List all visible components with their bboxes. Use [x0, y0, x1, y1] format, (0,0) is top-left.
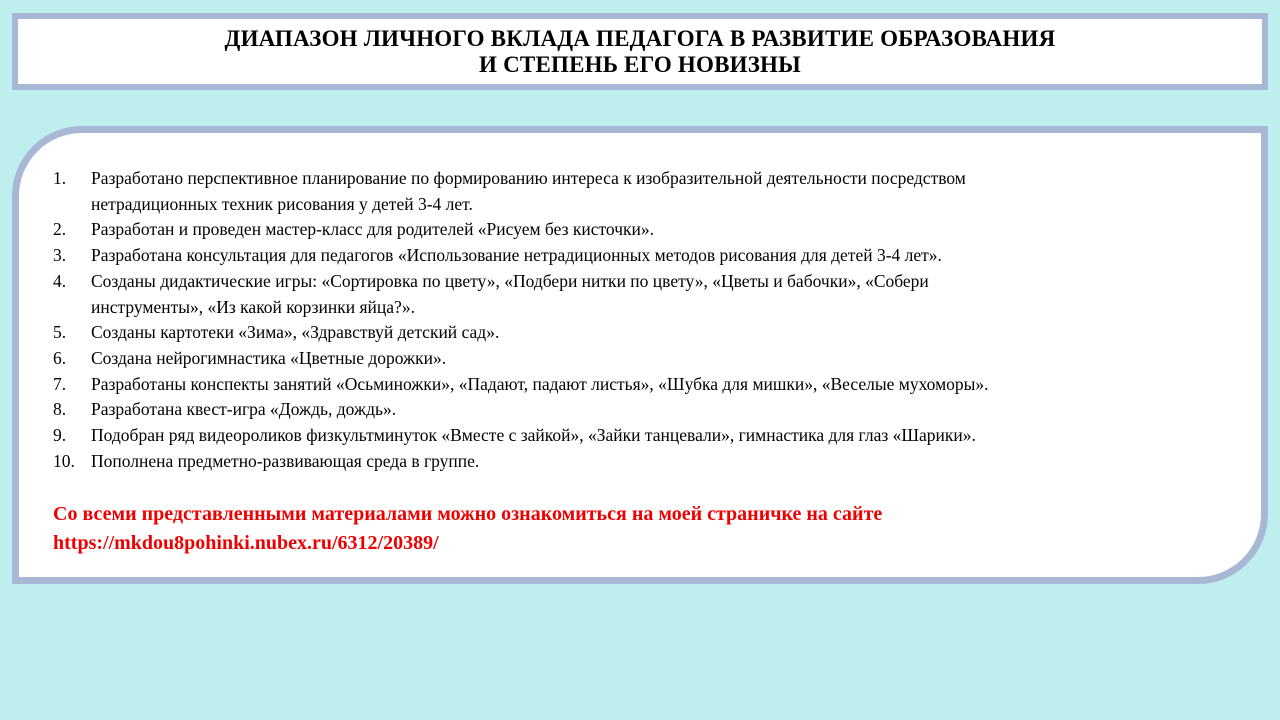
list-item-number: 6.: [53, 347, 67, 368]
list-item: [53, 320, 1243, 346]
list-item-text: Пополнена предметно-развивающая среда в группе.: [91, 450, 480, 471]
list-item-text: Разработан и проведен мастер-класс для родителей «Рисуем без кисточки».: [91, 219, 655, 240]
footer-note: [53, 500, 1243, 558]
list-item-number: 3.: [53, 245, 67, 266]
list-item-text: Подобран ряд видеороликов физкультминуток «Вместе с зайкой», «Зайки танцевали», гимнастика для глаз «Шарики».: [91, 425, 976, 446]
title-line-2: И СТЕПЕНЬ ЕГО НОВИЗНЫ: [479, 51, 801, 77]
list-item: [53, 243, 1243, 269]
list-item-number: 9.: [53, 425, 67, 446]
list-item-text: Разработано перспективное планирование по формированию интереса к изобразительной деятельности посредством: [91, 168, 966, 188]
site-link[interactable]: https://mkdou8pohinki.nubex.ru/6312/20389/: [53, 532, 439, 554]
list-item: [53, 372, 1243, 398]
list-item-number: 4.: [53, 270, 67, 291]
list-item-text: Разработана консультация для педагогов «Использование нетрадиционных методов рисования для детей 3-4 лет».: [91, 245, 942, 266]
list-item: [53, 217, 1243, 243]
list-item-number: 10.: [53, 450, 75, 471]
list-item: [53, 346, 1243, 372]
list-item: [53, 449, 1243, 475]
list-item-continuation: инструменты», «Из какой корзинки яйца?».: [91, 296, 415, 317]
list-item-number: 2.: [53, 219, 67, 240]
list-item-number: 8.: [53, 399, 67, 420]
content-box: [12, 126, 1268, 584]
list-item: [53, 397, 1243, 423]
list-item: [53, 269, 1243, 320]
list-item-number: 5.: [53, 322, 67, 343]
list-item-number: 1.: [53, 168, 67, 188]
contribution-list: [53, 166, 1243, 474]
list-item-continuation: нетрадиционных техник рисования у детей 3-4 лет.: [91, 193, 473, 214]
list-item-text: Разработаны конспекты занятий «Осьминожки», «Падают, падают листья», «Шубка для мишки», «Веселые мухоморы».: [91, 373, 989, 394]
list-item-number: 7.: [53, 373, 67, 394]
footer-note-text: Со всеми представленными материалами можно ознакомиться на моей страничке на сайте: [53, 503, 883, 525]
list-item-text: Созданы картотеки «Зима», «Здравствуй детский сад».: [91, 322, 500, 343]
list-item-text: Созданы дидактические игры: «Сортировка по цвету», «Подбери нитки по цвету», «Цветы и бабочки», «Собери: [91, 270, 929, 291]
list-item: [53, 423, 1243, 449]
title-box: [12, 13, 1268, 90]
list-item-text: Разработана квест-игра «Дождь, дождь».: [91, 399, 397, 420]
list-item: [53, 166, 1243, 217]
list-item-text: Создана нейрогимнастика «Цветные дорожки».: [91, 347, 447, 368]
title-line-1: ДИАПАЗОН ЛИЧНОГО ВКЛАДА ПЕДАГОГА В РАЗВИТИЕ ОБРАЗОВАНИЯ: [224, 25, 1056, 51]
